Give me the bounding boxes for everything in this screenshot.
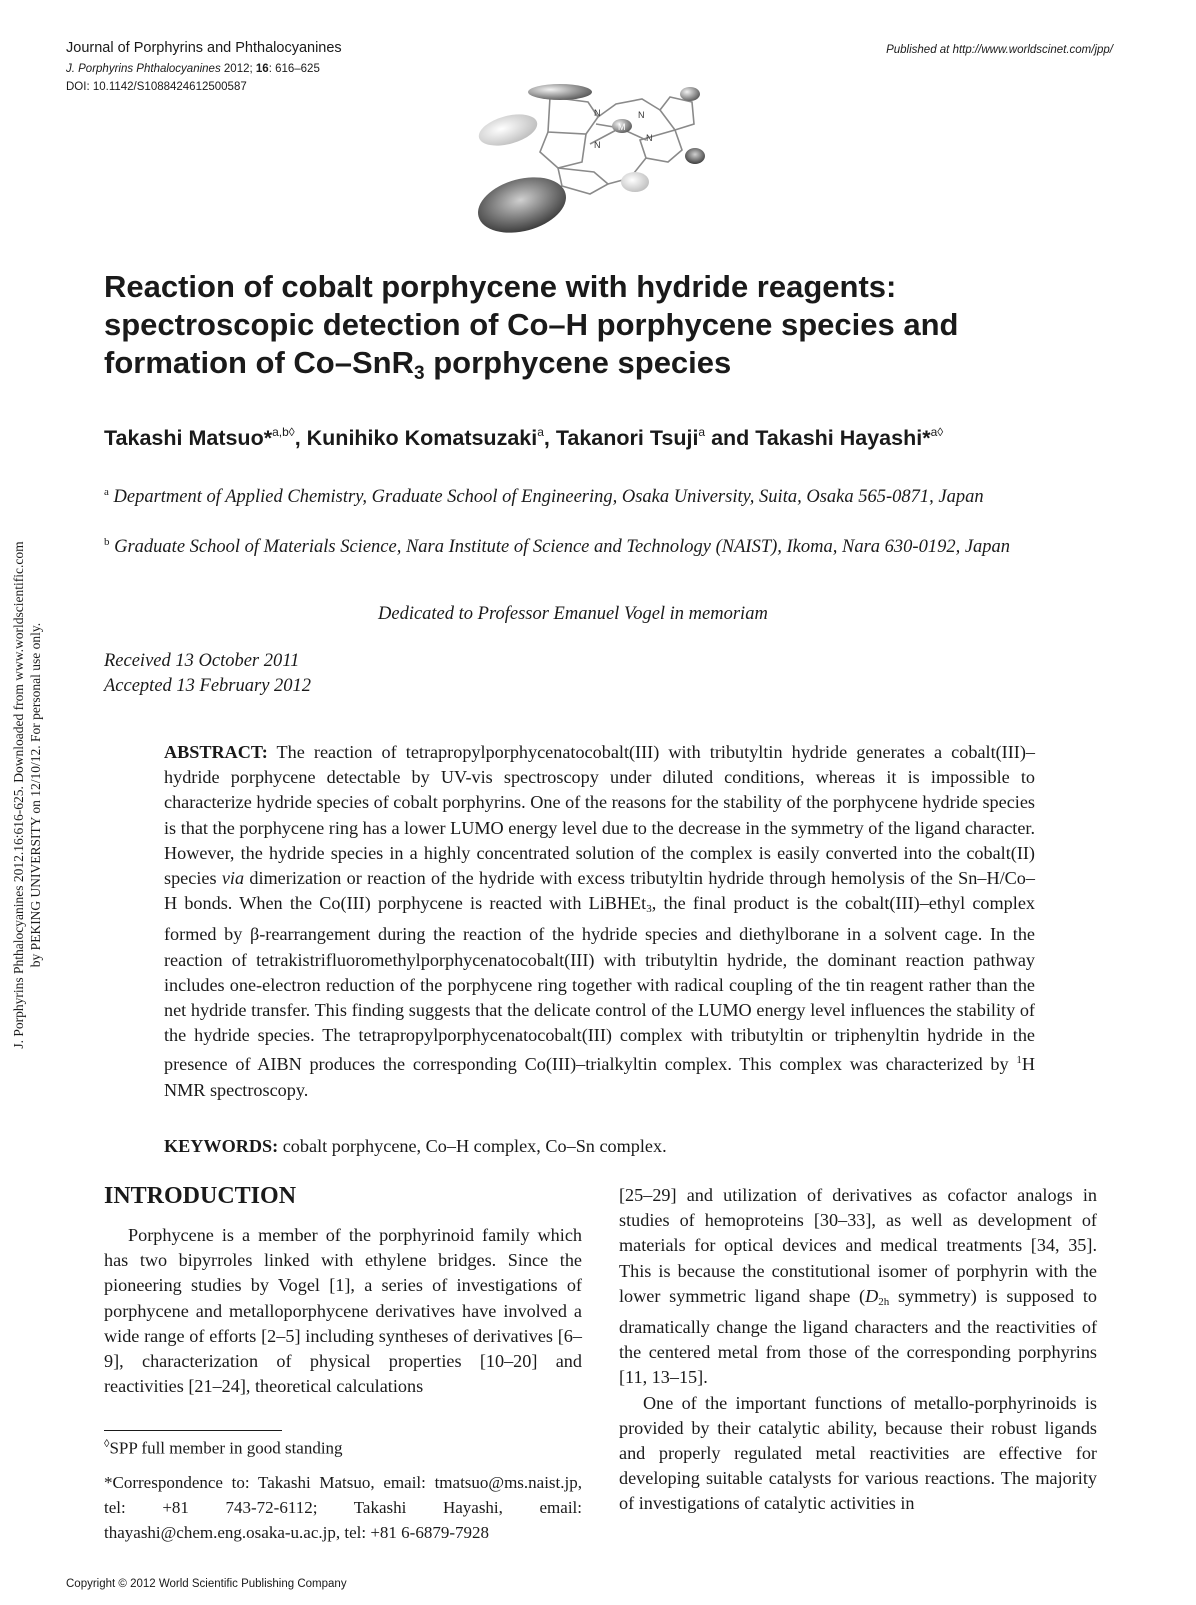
keywords-label: KEYWORDS: xyxy=(164,1136,279,1156)
citation-journal: J. Porphyrins Phthalocyanines xyxy=(66,63,221,75)
received-date: Received 13 October 2011 xyxy=(104,651,300,671)
footnote-correspondence: *Correspondence to: Takashi Matsuo, email: tmatsuo@ms.naist.jp, tel: +81 743-72-6112; Takashi Hayashi, email: thayashi@chem.eng.osaka-u.ac.jp, tel: +81 6-6879-7928 xyxy=(104,1473,582,1542)
keywords: KEYWORDS: cobalt porphycene, Co–H complex, Co–Sn complex. xyxy=(164,1136,667,1156)
title-line: formation of Co–SnR$_3$ porphycene species xyxy=(104,345,732,384)
accepted-date: Accepted 13 February 2012 xyxy=(104,676,312,696)
title-line: spectroscopic detection of Co–H porphycene species and xyxy=(104,307,959,342)
journal-citation xyxy=(66,63,320,75)
citation-volume: 16 xyxy=(255,63,269,75)
citation-pages: : 616–625 xyxy=(268,63,320,75)
body-paragraph: Porphycene is a member of the porphyrinoid family which has two bipyrroles linked with ethylene bridges. Since the pioneering studies by Vogel [1], a series of investigations of porphycene and metalloporphycene derivatives have involved a wide range of efforts [2–5] including syntheses of derivatives [6–9], characterization of physical properties [10–20] and reactivities [21–24], theoretical calculations xyxy=(104,1225,582,1397)
body-paragraph: One of the important functions of metallo-porphyrinoids is provided by their catalytic ability, because their robust ligands and properly regulated metal reactivities are effective for developing suitable catalysts for various reactions. The majority of investigations of catalytic activities in xyxy=(619,1392,1097,1514)
author-name: , Kunihiko Komatsuzaki xyxy=(294,426,538,450)
watermark-line-1: J. Porphyrins Phthalocyanines 2012.16:616-625. Downloaded from www.worldscientific.com xyxy=(11,541,26,1049)
author-affiliation-mark: a xyxy=(698,425,706,439)
author-affiliation-mark: a xyxy=(537,425,544,439)
body-paragraph: [25–29] and utilization of derivatives as cofactor analogs in studies of hemoproteins [30–33], as well as development of materials for optical devices and medical treatments [34, 35]. This is because the constitutional isomer of porphyrin with the lower symmetric ligand shape ($D_{2h}$ symmetry) is supposed to dramatically change the ligand characters and the reactivities of the centered metal from those of the corresponding porphyrins [11, 13–15]. xyxy=(619,1185,1097,1388)
author-name: and Takashi Hayashi* xyxy=(705,426,931,450)
nitrogen-label: N xyxy=(646,133,653,143)
copyright: Copyright © 2012 World Scientific Publishing Company xyxy=(66,1578,347,1590)
porphyrin-molecule-logo xyxy=(470,82,740,237)
journal-name: Journal of Porphyrins and Phthalocyanines xyxy=(66,40,342,56)
section-heading-introduction: INTRODUCTION xyxy=(104,1183,297,1209)
author-name: Takashi Matsuo* xyxy=(104,426,273,450)
abstract-label: ABSTRACT: xyxy=(164,742,268,762)
article-title xyxy=(104,268,1104,393)
download-watermark xyxy=(10,475,44,1115)
published-at-link[interactable]: Published at http://www.worldscinet.com/jpp/ xyxy=(886,44,1113,56)
watermark-line-2: by PEKING UNIVERSITY on 12/10/12. For personal use only. xyxy=(28,622,43,968)
doi: DOI: 10.1142/S1088424612500587 xyxy=(66,81,247,93)
metal-atom-label: M xyxy=(618,122,626,132)
left-column xyxy=(104,1223,582,1399)
author-affiliation-mark: a◊ xyxy=(930,425,944,439)
nitrogen-label: N xyxy=(594,140,601,150)
author-list xyxy=(104,425,1124,451)
affiliation-a: $^a$ Department of Applied Chemistry, Graduate School of Engineering, Osaka University, Suita, Osaka 565-0871, Japan xyxy=(104,486,984,508)
dedication: Dedicated to Professor Emanuel Vogel in memoriam xyxy=(378,604,768,624)
citation-year: 2012; xyxy=(223,63,253,75)
author-affiliation-mark: a,b◊ xyxy=(272,425,295,439)
abstract: ABSTRACT: The reaction of tetrapropylporphycenatocobalt(III) with tributyltin hydride generates a cobalt(III)–hydride porphycene detectable by UV-vis spectroscopy under diluted conditions, whereas it is impossible to characterize hydride species of cobalt porphyrins. One of the reasons for the stability of the porphycene hydride species is that the porphycene ring has a lower LUMO energy level due to the decrease in the symmetry of the ligand character. However, the hydride species in a highly concentrated solution of the complex is easily converted into the cobalt(II) species via dimerization or reaction of the hydride with excess tributyltin hydride through hemolysis of the Sn–H/Co–H bonds. When the Co(III) porphycene is reacted with LiBHEt$_3$, the final product is the cobalt(III)–ethyl complex formed by β-rearrangement during the reaction of the hydride species and diethylborane in a solvent cage. In the reaction of tetrakistrifluoromethylporphycenatocobalt(III) with tributyltin hydride, the dominant reaction pathway includes one-electron reduction of the porphycene ring together with radical coupling of the tin reagent rather than the net hydride transfer. This finding suggests that the delicate control of the LUMO energy level influences the stability of the hydride species. The tetrapropylporphycenatocobalt(III) complex with tributyltin or triphenyltin hydride in the presence of AIBN produces the corresponding Co(III)–trialkyltin complex. This complex was characterized by $^1$H NMR spectroscopy. xyxy=(164,742,1035,1100)
footnote-member: ◊SPP full member in good standing xyxy=(104,1438,343,1458)
title-line: Reaction of cobalt porphycene with hydride reagents: xyxy=(104,269,897,304)
author-name: , Takanori Tsuji xyxy=(543,426,699,450)
nitrogen-label: N xyxy=(594,108,601,118)
affiliation-b: $^b$ Graduate School of Materials Science, Nara Institute of Science and Technology (NAIST), Ikoma, Nara 630-0192, Japan xyxy=(104,536,1011,558)
footnote-divider xyxy=(104,1430,282,1431)
nitrogen-label: N xyxy=(638,110,645,120)
right-column xyxy=(619,1183,1097,1517)
